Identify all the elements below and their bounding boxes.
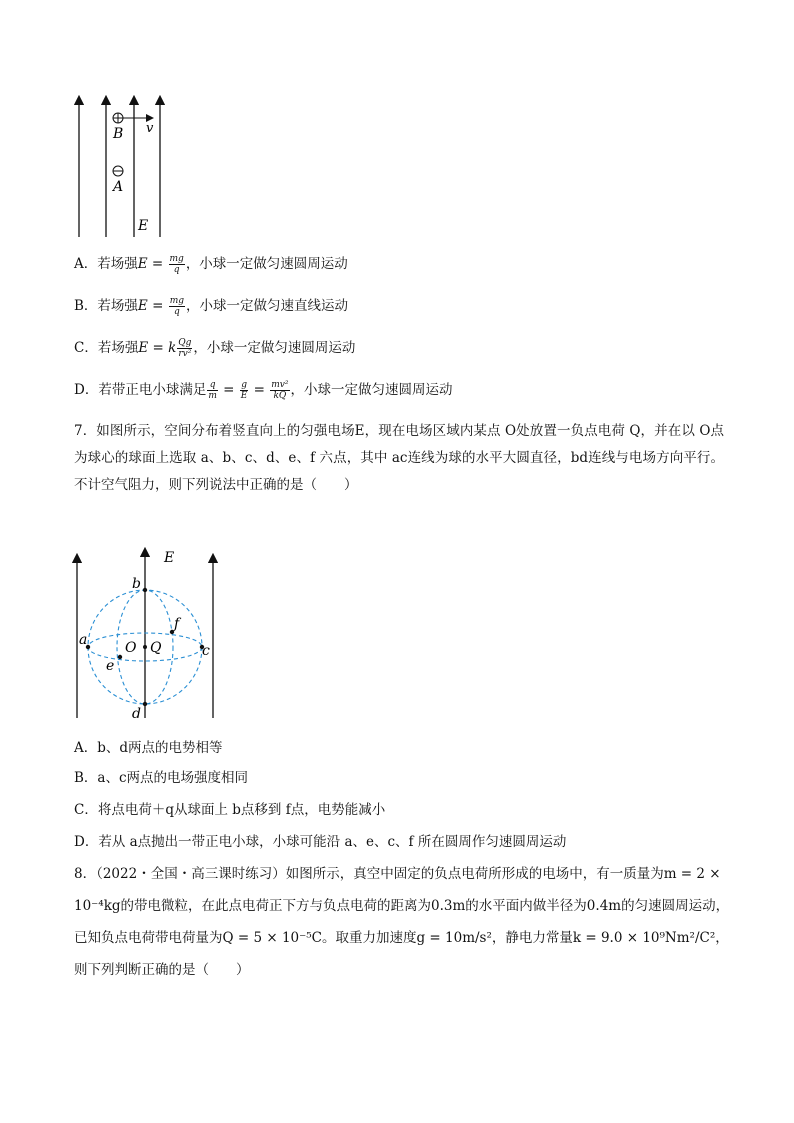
point-d <box>143 702 147 706</box>
figure-field-lines-1 <box>70 92 180 242</box>
q6-option-a: A．若场强E = $\frac{mg}{q}$ ，小球一定做匀速圆周运动 <box>74 254 348 275</box>
label-c: c <box>202 643 210 659</box>
point-q <box>143 645 147 649</box>
point-e <box>118 655 122 659</box>
q7-option-d: D．若从 a点抛出一带正电小球，小球可能沿 a、e、c、f 所在圆周作匀速圆周运动 <box>74 834 567 850</box>
label-e: e <box>106 658 115 674</box>
figure-sphere-field <box>68 546 228 724</box>
label-d: d <box>132 706 141 722</box>
q8-line-2: 10⁻⁴kg的带电微粒，在此点电荷正下方与负点电荷的距离为0.3m的水平面内做半径为0.4m的匀速圆周运动， <box>74 898 730 914</box>
q7-option-c: C．将点电荷＋q从球面上 b点移到 f点，电势能减小 <box>74 802 386 818</box>
point-b <box>143 588 147 592</box>
q6-option-c: C．若场强E = k $\frac{Qg}{\text{rv²}}$ ，小球一定做匀速圆周运动 <box>74 338 356 359</box>
q8-line-4: 则下列判断正确的是（ ） <box>74 962 250 978</box>
label-A: A <box>113 179 124 195</box>
q6-option-d: D．若带正电小球满足 $\frac{q}{m}$ = $\frac{g}{E}$ = $\frac{\text{mv²}}{kQ}$ ，小球一定做匀速圆周运动 <box>74 380 453 401</box>
label-a: a <box>79 632 88 648</box>
label-b: b <box>132 576 141 592</box>
q8-line-3: 已知负点电荷带电荷量为Q = 5 × 10⁻⁵C。取重力加速度g = 10m/s²，静电力常量k = 9.0 × 10⁹Nm²/C²， <box>74 930 729 946</box>
q7-option-a: A．b、d两点的电势相等 <box>74 740 223 756</box>
label-B: B <box>113 126 124 142</box>
label-f: f <box>174 616 180 632</box>
label-E: E <box>138 218 149 234</box>
label-v: v <box>146 121 154 136</box>
q7-option-b: B．a、c两点的电场强度相同 <box>74 770 249 786</box>
q6-option-b: B．若场强E = $\frac{mg}{q}$ ，小球一定做匀速直线运动 <box>74 296 348 317</box>
q8-line-1: 8．（2022・全国・高三课时练习）如图所示，真空中固定的负点电荷所形成的电场中，有一质量为m = 2 × <box>74 866 721 882</box>
q7-stem: 7．如图所示，空间分布着竖直向上的匀强电场E，现在电场区域内某点 O处放置一负点电荷 Q，并在以 O点为球心的球面上选取 a、b、c、d、e、f 六点，其中 ac连线为球的水平大圆直径，bd连线与电场方向平行。不计空气阻力，则下列说法中正确的是（ ） <box>74 423 724 493</box>
label-Q: Q <box>150 640 162 656</box>
label-E2: E <box>164 550 175 566</box>
label-O: O <box>125 640 137 656</box>
